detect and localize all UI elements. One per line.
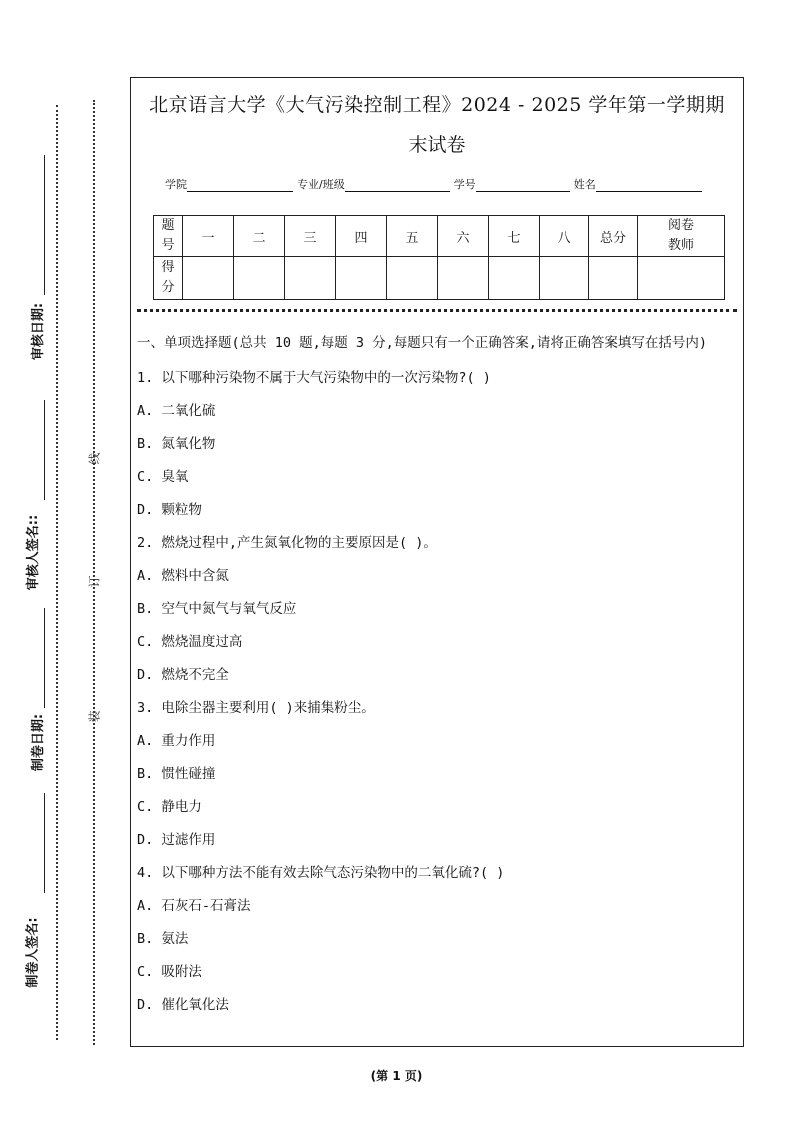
col-1: 一: [183, 216, 234, 257]
binding-order-char: 订: [87, 575, 102, 588]
header-char-bottom: 号: [161, 238, 175, 253]
section-divider: [137, 309, 737, 312]
score-table-header-row: [154, 216, 725, 257]
score-cell-total[interactable]: [589, 257, 638, 300]
q-line: D. 过滤作用: [137, 832, 216, 848]
score-cell-5[interactable]: [387, 257, 438, 300]
exam-title-line2: 末试卷: [408, 134, 466, 156]
header-char-top: 题: [161, 218, 175, 233]
grader-header: [638, 216, 725, 257]
q-line: B. 空气中氮气与氧气反应: [137, 601, 297, 617]
review-date-line: [44, 155, 45, 295]
score-char-top: 得: [161, 260, 175, 275]
score-cell-3[interactable]: [285, 257, 336, 300]
score-cell-grader[interactable]: [638, 257, 725, 300]
q-line: 4. 以下哪种方法不能有效去除气态污染物中的二氧化硫?( ): [137, 865, 505, 881]
q-line: C. 静电力: [137, 799, 202, 815]
review-date-label: 审核日期:: [31, 302, 47, 361]
student-id-label: 学号: [453, 178, 476, 191]
q-line: A. 石灰石-石膏法: [137, 898, 251, 914]
exam-paper: [130, 77, 744, 1047]
binding-line-char: 线: [87, 452, 102, 465]
score-cell-4[interactable]: [336, 257, 387, 300]
score-cell-6[interactable]: [438, 257, 489, 300]
col-5: 五: [387, 216, 438, 257]
binding-bind-char: 装: [87, 710, 102, 723]
student-id-blank[interactable]: [476, 179, 570, 192]
q-line: C. 臭氧: [137, 469, 189, 485]
col-4: 四: [336, 216, 387, 257]
make-date-line: [44, 608, 45, 708]
page-footer: (第 1 页): [370, 1069, 423, 1083]
question-number-header: [154, 216, 183, 257]
college-label: 学院: [165, 178, 187, 191]
col-3: 三: [285, 216, 336, 257]
col-7: 七: [489, 216, 540, 257]
score-char-bottom: 分: [161, 280, 175, 295]
question-body: [137, 332, 739, 1022]
q-line: B. 氨法: [137, 931, 189, 947]
score-row-header: [154, 257, 183, 300]
binding-dotted-line: [93, 100, 95, 1045]
section1-heading: 一、单项选择题(总共 10 题,每题 3 分,每题只有一个正确答案,请将正确答案填写在括号内): [137, 335, 708, 351]
q-line: 1. 以下哪种污染物不属于大气污染物中的一次污染物?( ): [137, 370, 491, 386]
q-line: B. 惯性碰撞: [137, 766, 216, 782]
q-line: 2. 燃烧过程中,产生氮氧化物的主要原因是( )。: [137, 535, 437, 551]
score-cell-8[interactable]: [540, 257, 589, 300]
exam-title-line1: 北京语言大学《大气污染控制工程》2024 - 2025 学年第一学期期: [149, 94, 725, 116]
score-table: [153, 215, 725, 300]
score-cell-7[interactable]: [489, 257, 540, 300]
name-label: 姓名: [573, 178, 596, 191]
maker-signature-label: 制卷人签名:: [25, 917, 41, 988]
col-2: 二: [234, 216, 285, 257]
grader-bottom: 教师: [667, 238, 694, 253]
make-date-label: 制卷日期:: [31, 713, 47, 772]
q-line: D. 燃烧不完全: [137, 667, 229, 683]
student-info-row: [165, 176, 706, 192]
major-class-blank[interactable]: [345, 179, 450, 192]
q-line: 3. 电除尘器主要利用( )来捕集粉尘。: [137, 700, 375, 716]
college-blank[interactable]: [187, 179, 293, 192]
grader-top: 阅卷: [667, 218, 694, 233]
q-line: C. 吸附法: [137, 964, 202, 980]
q-line: D. 颗粒物: [137, 502, 202, 518]
q-line: A. 重力作用: [137, 733, 216, 749]
q-line: B. 氮氧化物: [137, 436, 216, 452]
maker-signature-line: [44, 793, 45, 893]
reviewer-signature-label: 审核人签名::: [26, 514, 42, 591]
q-line: A. 二氧化硫: [137, 403, 216, 419]
reviewer-signature-line: [44, 400, 45, 500]
left-dotted-line: [56, 105, 58, 1040]
q-line: C. 燃烧温度过高: [137, 634, 243, 650]
major-class-label: 专业/班级: [297, 178, 345, 191]
score-table-score-row: [154, 257, 725, 300]
score-cell-1[interactable]: [183, 257, 234, 300]
col-8: 八: [540, 216, 589, 257]
name-blank[interactable]: [596, 179, 702, 192]
q-line: D. 催化氧化法: [137, 997, 229, 1013]
col-6: 六: [438, 216, 489, 257]
col-total: 总分: [589, 216, 638, 257]
score-cell-2[interactable]: [234, 257, 285, 300]
q-line: A. 燃料中含氮: [137, 568, 229, 584]
